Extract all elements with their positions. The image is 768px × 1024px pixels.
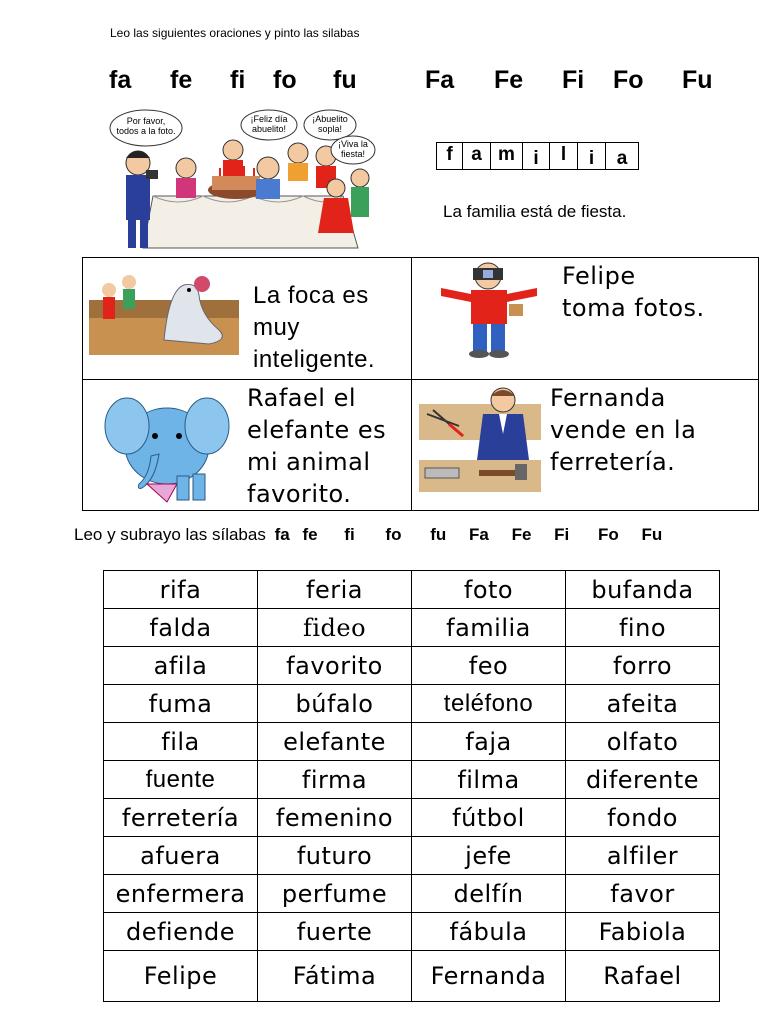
word-cell: fino (566, 609, 720, 647)
syllable-Fi: Fi (562, 66, 585, 94)
word-cell: fuerte (258, 913, 412, 951)
table-row (104, 951, 720, 1002)
syllable-Fu: Fu (682, 66, 713, 94)
hardware-store-illustration (419, 384, 541, 494)
word-cell: jefe (412, 837, 566, 875)
table-row (104, 571, 720, 609)
word-cell: falda (104, 609, 258, 647)
instruction-1: Leo las siguientes oraciones y pinto las silabas (110, 26, 360, 40)
bubble-3-line-1: ¡Abuelito (312, 114, 348, 124)
word-cell: favorito (258, 647, 412, 685)
word-cell: fútbol (412, 799, 566, 837)
syllable-Fa: Fa (425, 66, 455, 94)
letter-box: l (550, 142, 578, 170)
seal-illustration (89, 260, 239, 356)
word-cell: diferente (566, 761, 720, 799)
word-cell: familia (412, 609, 566, 647)
word-cell: fuma (104, 685, 258, 723)
picture-grid (82, 257, 759, 511)
table-row (104, 685, 720, 723)
caption-rafael: Rafael el elefante es mi animal favorito. (247, 384, 387, 508)
word-cell: Felipe (104, 951, 258, 1002)
syllable-Fe: Fe (494, 66, 524, 94)
word-cell: futuro (258, 837, 412, 875)
syllable-fo: fo (273, 66, 297, 94)
word-cell: Fátima (258, 951, 412, 1002)
word-cell: olfato (566, 723, 720, 761)
elephant-illustration (97, 384, 237, 506)
word-cell: feo (412, 647, 566, 685)
table-row (104, 723, 720, 761)
letter-box: a (606, 142, 639, 170)
letter-box: f (436, 142, 463, 170)
bubble-4-line-2: fiesta! (340, 149, 366, 159)
table-row (104, 799, 720, 837)
word-cell: elefante (258, 723, 412, 761)
syllable-fi: fi (230, 66, 246, 94)
word-cell: teléfono (412, 685, 566, 723)
syllable-fe: fe (170, 66, 193, 94)
caption-foca: La foca es muy inteligente. (253, 282, 376, 373)
word-cell: fideo (258, 609, 412, 647)
word-cell: ferretería (104, 799, 258, 837)
table-row (104, 913, 720, 951)
word-cell: defiende (104, 913, 258, 951)
table-row (104, 609, 720, 647)
word-cell: foto (412, 571, 566, 609)
instruction-2: Leo y subrayo las sílabas fa fe fi fo fu Fa Fe Fi Fo Fu (74, 525, 663, 544)
word-cell: afeita (566, 685, 720, 723)
word-cell: femenino (258, 799, 412, 837)
bubble-2-line-2: abuelito! (251, 124, 287, 134)
table-row (104, 875, 720, 913)
bubble-1-line-1: Por favor, (126, 116, 166, 126)
felipe-illustration (421, 260, 556, 360)
word-cell: Fabiola (566, 913, 720, 951)
word-cell: fondo (566, 799, 720, 837)
caption-fernanda: Fernanda vende en la ferretería. (550, 384, 697, 476)
bubble-2-line-1: ¡Feliz día (250, 114, 288, 124)
word-cell: Fernanda (412, 951, 566, 1002)
syllable-fu: fu (333, 66, 357, 94)
letter-box: i (578, 142, 606, 170)
table-row (104, 837, 720, 875)
word-cell: fuente (104, 761, 258, 799)
letter-box: m (491, 142, 523, 170)
word-cell: feria (258, 571, 412, 609)
word-table (103, 570, 720, 1002)
bubble-1-line-2: todos a la foto. (116, 126, 176, 136)
word-cell: afila (104, 647, 258, 685)
word-cell: Rafael (566, 951, 720, 1002)
table-row (104, 761, 720, 799)
word-cell: delfín (412, 875, 566, 913)
word-cell: alfiler (566, 837, 720, 875)
word-cell: forro (566, 647, 720, 685)
word-cell: perfume (258, 875, 412, 913)
family-party-illustration (108, 108, 388, 253)
word-cell: faja (412, 723, 566, 761)
family-sentence: La familia está de fiesta. (443, 202, 627, 221)
table-row (104, 647, 720, 685)
word-cell: fila (104, 723, 258, 761)
syllable-fa: fa (109, 66, 132, 94)
word-cell: firma (258, 761, 412, 799)
word-cell: filma (412, 761, 566, 799)
word-cell: favor (566, 875, 720, 913)
letter-box: i (523, 142, 550, 170)
letter-box: a (463, 142, 491, 170)
word-cell: rifa (104, 571, 258, 609)
word-cell: fábula (412, 913, 566, 951)
bubble-4-line-1: ¡Viva la (338, 139, 368, 149)
word-cell: búfalo (258, 685, 412, 723)
word-cell: afuera (104, 837, 258, 875)
caption-felipe: Felipe toma fotos. (562, 262, 705, 322)
bubble-3-line-2: sopla! (317, 124, 343, 134)
word-cell: enfermera (104, 875, 258, 913)
syllable-Fo: Fo (613, 66, 644, 94)
word-cell: bufanda (566, 571, 720, 609)
